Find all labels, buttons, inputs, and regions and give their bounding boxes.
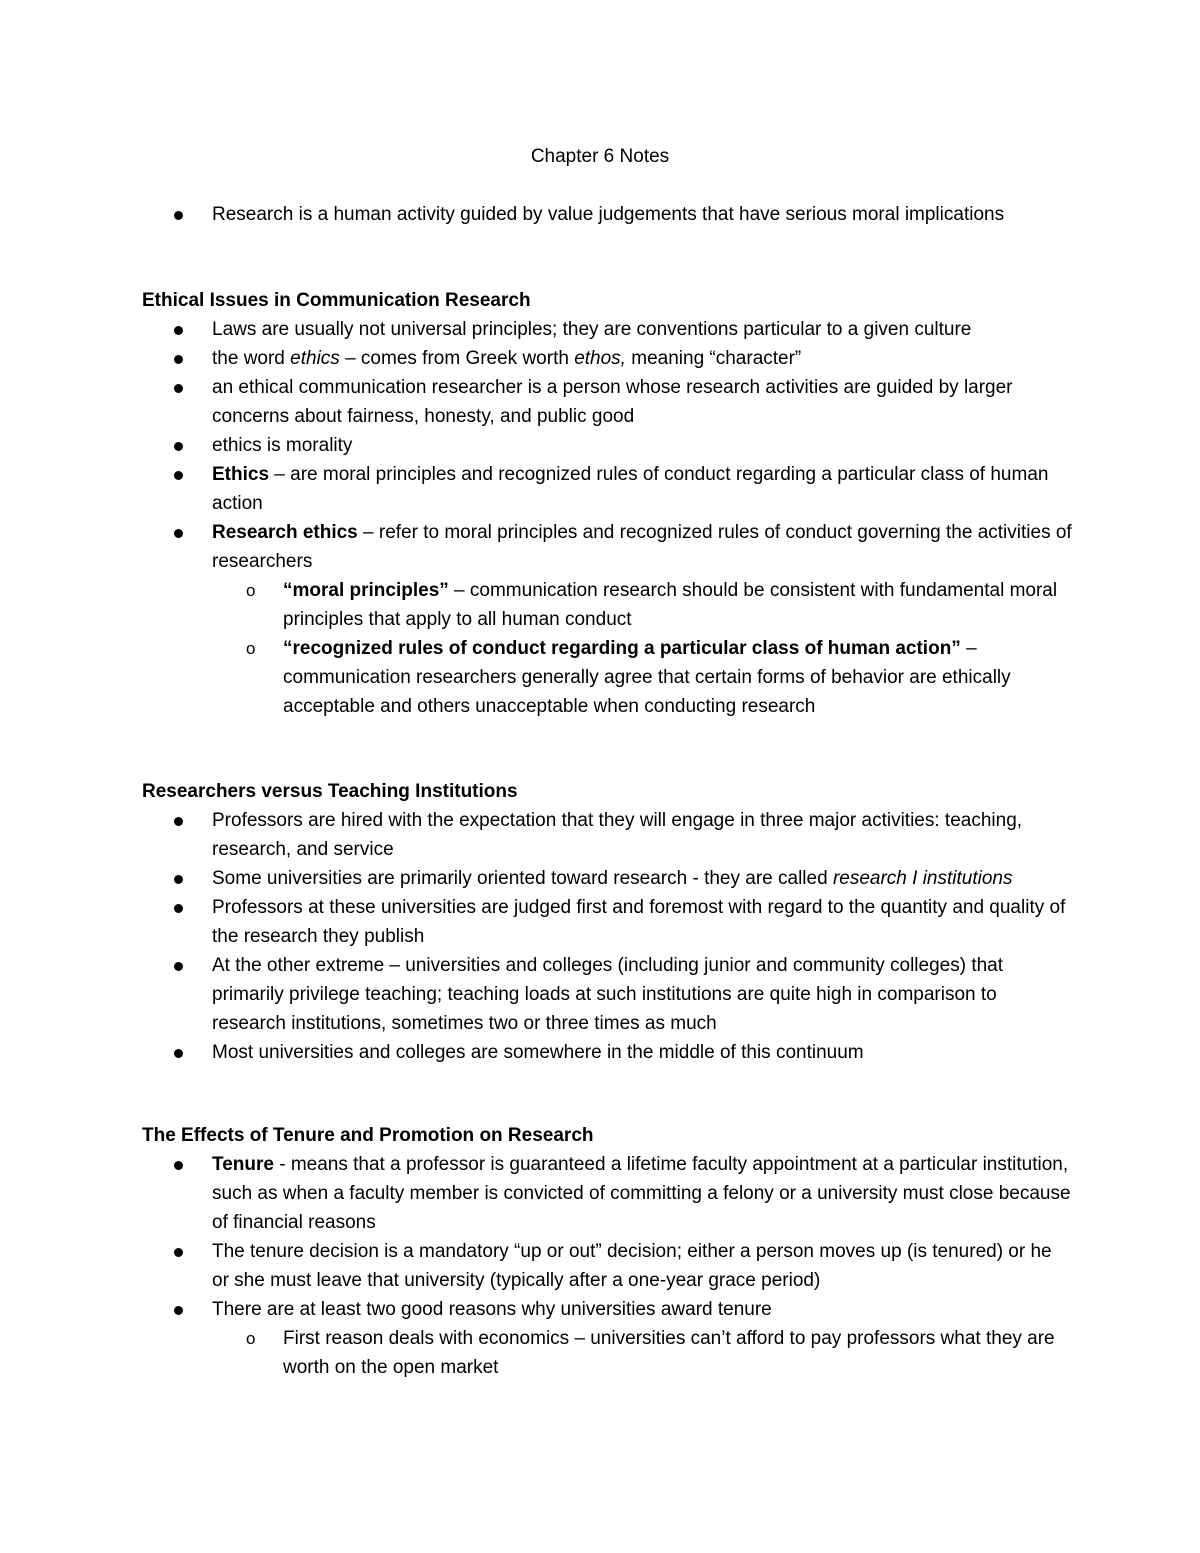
term-tenure: Tenure — [212, 1154, 274, 1175]
bullet-icon — [174, 326, 183, 335]
list-item — [0, 1038, 1072, 1067]
bullet-icon — [174, 1161, 183, 1170]
list-item-text: – communication researchers generally agree that certain forms of behavior are ethically acceptable and others unacceptable when conducting research — [283, 638, 1011, 717]
list-item-text: the word — [212, 348, 291, 369]
bullet-icon — [174, 529, 183, 538]
term-moral-principles: “moral principles” — [283, 580, 449, 601]
list-item-text: Research is a human activity guided by value judgements that have serious moral implications — [212, 204, 1005, 225]
list-item — [0, 893, 1072, 951]
list-item — [0, 1237, 1072, 1295]
list-item-text: an ethical communication researcher is a person whose research activities are guided by larger concerns about fairness, honesty, and public good — [212, 377, 1013, 427]
bullet-icon — [174, 1306, 183, 1315]
list-item-text: Most universities and colleges are somewhere in the middle of this continuum — [212, 1042, 864, 1063]
list-item — [0, 344, 1072, 373]
list-item — [0, 864, 1072, 893]
intro-list — [0, 200, 1200, 229]
list-item-text: – refer to moral principles and recognized rules of conduct governing the activities of researchers — [212, 522, 1072, 572]
list-item-text: – comes from Greek worth — [339, 348, 575, 369]
list-item — [0, 460, 1072, 518]
circle-bullet-icon: o — [246, 1329, 256, 1348]
list-item-text: Professors at these universities are judged first and foremost with regard to the quantity and quality of the research they publish — [212, 897, 1066, 947]
bullet-icon — [174, 1049, 183, 1058]
section-heading-institutions: Researchers versus Teaching Institutions — [142, 781, 518, 802]
list-item — [0, 951, 1072, 1038]
list-item-text: – are moral principles and recognized rules of conduct regarding a particular class of human action — [212, 464, 1049, 514]
tenure-list — [0, 1150, 1200, 1382]
section-heading-tenure: The Effects of Tenure and Promotion on Research — [142, 1125, 594, 1146]
sub-list-item — [0, 634, 1073, 721]
sub-list-item — [0, 1324, 1073, 1382]
term-research-ethics: Research ethics — [212, 522, 358, 543]
list-item-text: Professors are hired with the expectation that they will engage in three major activities: teaching, research, and service — [212, 810, 1023, 860]
term-ethics-bold: Ethics — [212, 464, 270, 485]
page-title: Chapter 6 Notes — [530, 146, 670, 167]
list-item — [0, 200, 1072, 229]
bullet-icon — [174, 904, 183, 913]
bullet-icon — [174, 471, 183, 480]
bullet-icon — [174, 817, 183, 826]
term-ethics: ethics — [290, 348, 340, 369]
institutions-list — [0, 806, 1200, 1067]
list-item-text: - means that a professor is guaranteed a lifetime faculty appointment at a particular institution, such as when a faculty member is convicted of committing a felony or a university must close because of financial reasons — [212, 1154, 1071, 1233]
term-ethos: ethos, — [574, 348, 626, 369]
list-item-text: – communication research should be consistent with fundamental moral principles that apply to all human conduct — [283, 580, 1058, 630]
list-item-text: First reason deals with economics – universities can’t afford to pay professors what they are worth on the open market — [283, 1328, 1055, 1378]
bullet-icon — [174, 211, 183, 220]
list-item-text: There are at least two good reasons why universities award tenure — [212, 1299, 772, 1320]
section-heading-ethical: Ethical Issues in Communication Research — [142, 290, 531, 311]
term-research-i: research I institutions — [832, 868, 1013, 889]
bullet-icon — [174, 355, 183, 364]
list-item — [0, 373, 1072, 431]
bullet-icon — [174, 875, 183, 884]
list-item — [0, 315, 1072, 344]
list-item-text: meaning “character” — [625, 348, 802, 369]
list-item — [0, 806, 1072, 864]
list-item — [0, 431, 1072, 460]
bullet-icon — [174, 962, 183, 971]
bullet-icon — [174, 384, 183, 393]
list-item — [0, 1295, 1072, 1324]
list-item-text: The tenure decision is a mandatory “up or out” decision; either a person moves up (is tenured) or he or she must leave that university (typically after a one-year grace period) — [212, 1241, 1052, 1291]
list-item — [0, 518, 1072, 576]
ethical-list — [0, 315, 1200, 721]
circle-bullet-icon: o — [246, 581, 256, 600]
bullet-icon — [174, 1248, 183, 1257]
bullet-icon — [174, 442, 183, 451]
sub-list-item — [0, 576, 1073, 634]
list-item — [0, 1150, 1072, 1237]
list-item-text: Laws are usually not universal principles; they are conventions particular to a given culture — [212, 319, 972, 340]
term-recognized-rules: “recognized rules of conduct regarding a particular class of human action” — [283, 638, 961, 659]
list-item-text: Some universities are primarily oriented toward research - they are called — [212, 868, 833, 889]
list-item-text: At the other extreme – universities and colleges (including junior and community colleges) that primarily privilege teaching; teaching loads at such institutions are quite high in comparison to research institutions, sometimes two or three times as much — [212, 955, 1004, 1034]
list-item-text: ethics is morality — [212, 435, 353, 456]
circle-bullet-icon: o — [246, 639, 256, 658]
